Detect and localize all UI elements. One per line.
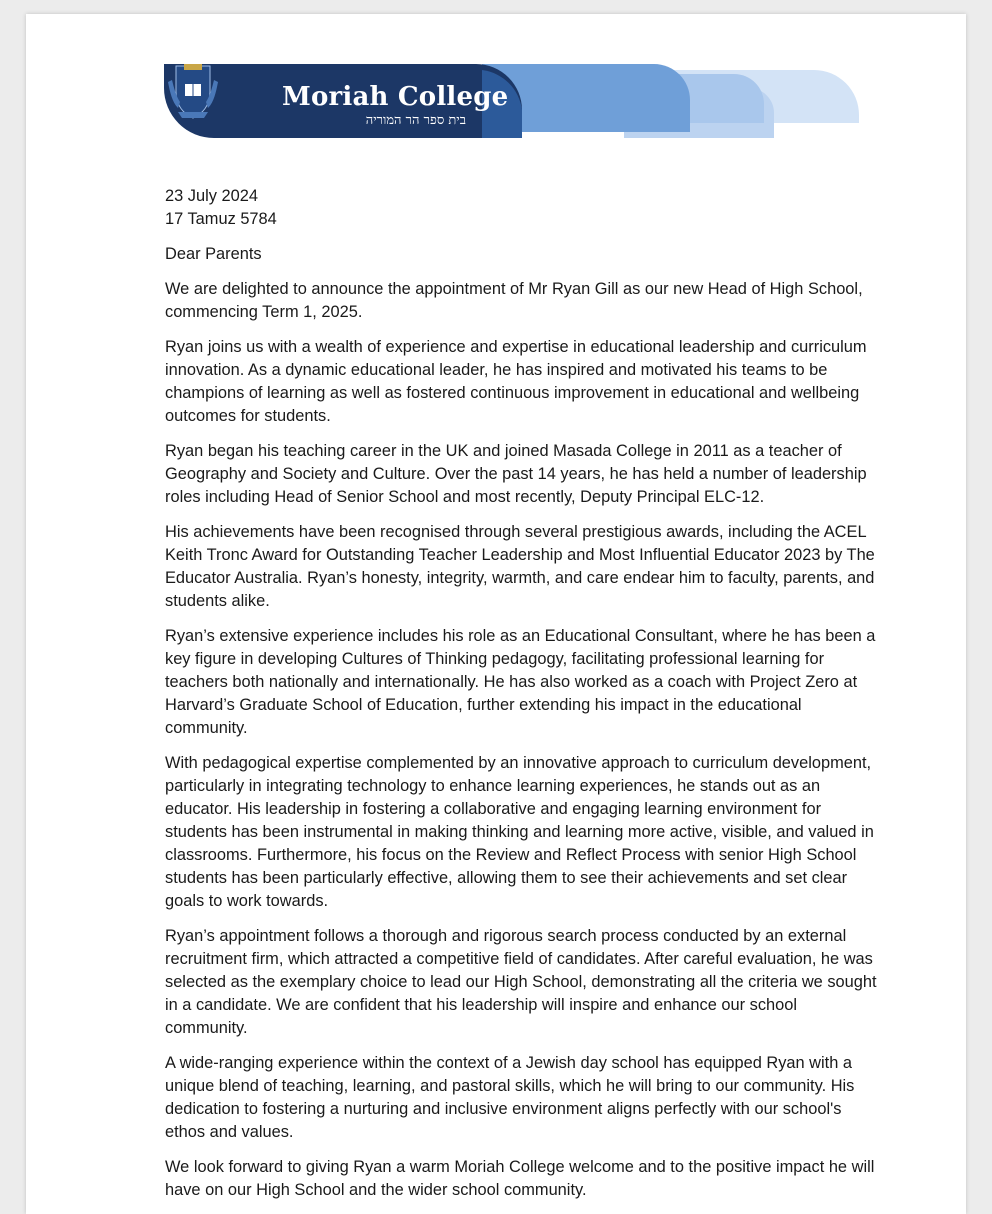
letter-page bbox=[26, 14, 966, 1214]
letter-paragraph: His achievements have been recognised through several prestigious awards, including the ACEL Keith Tronc Award for Outstanding Teacher Leadership and Most Influential Educator 2023 by The Educator Australia. Ryan’s honesty, integrity, warmth, and care endear him to faculty, parents, and students alike. bbox=[165, 523, 875, 610]
letter-paragraph: Ryan’s appointment follows a thorough and rigorous search process conducted by an external recruitment firm, which attracted a competitive field of candidates. After careful evaluation, he was selected as the exemplary choice to lead our High School, demonstrating all the criteria we sought in a candidate. We are confident that his leadership will inspire and enhance our school community. bbox=[165, 927, 877, 1037]
letter-paragraph: Ryan’s extensive experience includes his role as an Educational Consultant, where he has been a key figure in developing Cultures of Thinking pedagogy, facilitating professional learning for teachers both nationally and internationally. He has also worked as a coach with Project Zero at Harvard’s Graduate School of Education, further extending his impact in the educational community. bbox=[165, 627, 876, 737]
letter-paragraph: We look forward to giving Ryan a warm Moriah College welcome and to the positive impact he will have on our High School and the wider school community. bbox=[165, 1158, 875, 1199]
banner-shapes bbox=[164, 62, 864, 140]
letter-salutation: Dear Parents bbox=[165, 245, 262, 263]
letter-paragraph: We are delighted to announce the appointment of Mr Ryan Gill as our new Head of High School, commencing Term 1, 2025. bbox=[165, 280, 863, 321]
letter-date: 23 July 2024 bbox=[165, 187, 258, 205]
letter-hebrew-date: 17 Tamuz 5784 bbox=[165, 210, 277, 228]
letterhead-banner bbox=[164, 62, 864, 140]
school-name: Moriah College bbox=[282, 82, 509, 112]
letter-paragraph: A wide-ranging experience within the context of a Jewish day school has equipped Ryan with a unique blend of teaching, learning, and pastoral skills, which he will bring to our community. His dedication to fostering a nurturing and inclusive environment aligns perfectly with our school's ethos and values. bbox=[165, 1054, 855, 1141]
school-name-hebrew: בית ספר הר המוריה bbox=[365, 113, 466, 128]
college-crest-icon bbox=[164, 62, 222, 120]
letter-paragraph: Ryan joins us with a wealth of experience and expertise in educational leadership and curriculum innovation. As a dynamic educational leader, he has inspired and motivated his teams to be champions of learning as well as fostered continuous improvement in educational and wellbeing outcomes for students. bbox=[165, 338, 867, 425]
letter-paragraph: Ryan began his teaching career in the UK and joined Masada College in 2011 as a teacher of Geography and Society and Culture. Over the past 14 years, he has held a number of leadership roles including Head of Senior School and most recently, Deputy Principal ELC-12. bbox=[165, 442, 867, 506]
letter-paragraph: With pedagogical expertise complemented by an innovative approach to curriculum development, particularly in integrating technology to enhance learning experiences, he stands out as an educator. His leadership in fostering a collaborative and engaging learning environment for students has been instrumental in making thinking and learning more active, visible, and valued in classrooms. Furthermore, his focus on the Review and Reflect Process with senior High School students has been particularly effective, allowing them to see their achievements and set clear goals to work towards. bbox=[165, 754, 874, 910]
letter-body bbox=[165, 185, 881, 1202]
